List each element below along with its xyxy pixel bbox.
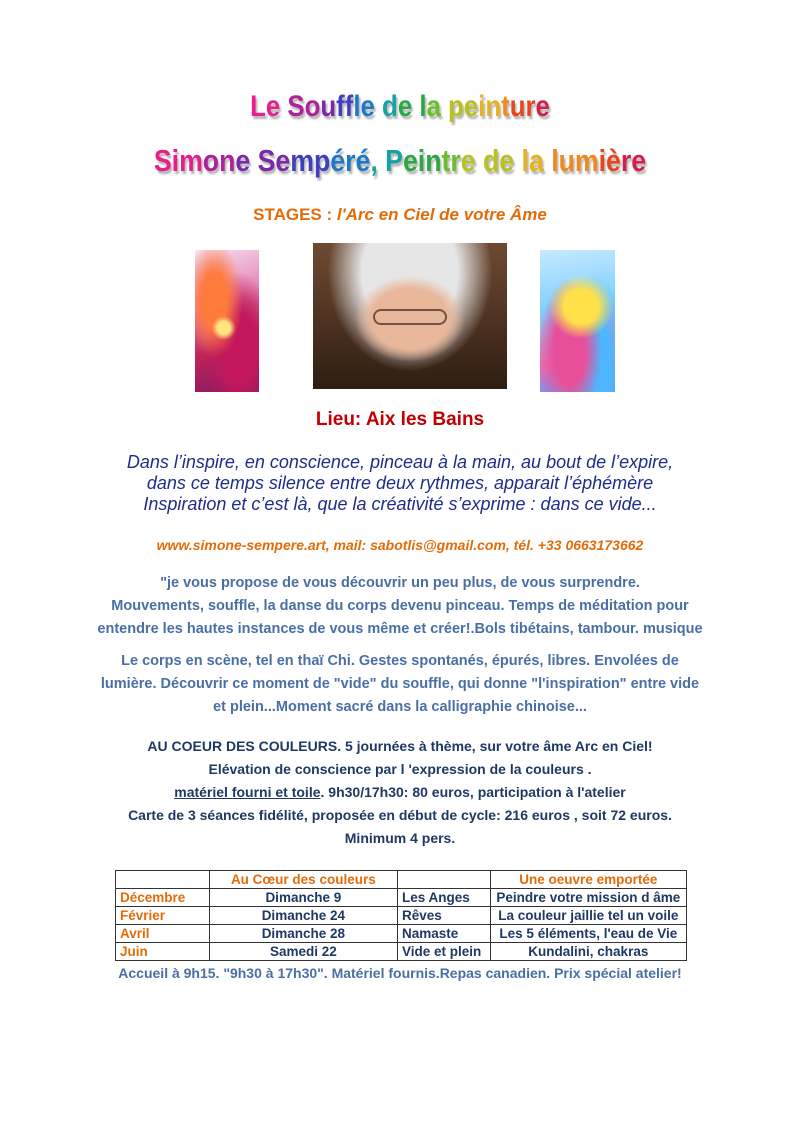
table-header-row	[116, 871, 687, 889]
title-letter	[378, 143, 385, 178]
stages-label: STAGES :	[253, 205, 337, 224]
title-letter: r	[620, 143, 632, 178]
painting-right-image	[540, 250, 615, 392]
contact-line: www.simone-sempere.art, mail: sabotlis@gmail.com, tél. +33 0663173662	[156, 537, 644, 553]
program-line: AU COEUR DES COULEURS. 5 journées à thème, sur votre âme Arc en Ciel!	[147, 738, 653, 754]
table-cell: Les Anges	[398, 889, 491, 907]
title-letter: p	[313, 143, 331, 178]
title-letter: o	[304, 90, 321, 123]
table-cell: Peindre votre mission d âme	[490, 889, 686, 907]
table-cell: Dimanche 9	[209, 889, 397, 907]
poem-line: Dans l’inspire, en conscience, pinceau à la main, au bout de l’expire,	[126, 452, 674, 472]
title-letter: u	[320, 90, 337, 123]
table-row	[116, 907, 687, 925]
table-cell: Dimanche 24	[209, 907, 397, 925]
program-details	[0, 735, 800, 850]
title-letter: e	[463, 90, 479, 123]
title-letter: é	[330, 143, 346, 178]
title-letter: a	[528, 143, 544, 178]
table-cell: Kundalini, chakras	[490, 943, 686, 961]
poem-line: dans ce temps silence entre deux rythmes, apparait l’éphémère	[146, 473, 654, 493]
table-header-cell	[116, 871, 210, 889]
title-letter: f	[336, 90, 345, 123]
title-letter: è	[606, 143, 621, 178]
paragraph-line: entendre les hautes instances de vous même et créer!.Bols tibétains, tambour. musique	[97, 621, 703, 637]
title-letter: e	[275, 143, 291, 178]
title-letter: d	[483, 143, 500, 178]
poem-line: Inspiration et c’est là, que la créativité s’exprime : dans ce vide...	[143, 494, 657, 514]
table-cell: Namaste	[398, 925, 491, 943]
title-letter	[476, 143, 483, 178]
title-letter: S	[287, 90, 305, 123]
artist-title	[56, 143, 744, 179]
title-letter: e	[265, 90, 281, 123]
title-letter: e	[499, 143, 515, 178]
title-letter: e	[402, 143, 418, 178]
title-letter: i	[417, 143, 426, 178]
poem-text	[0, 452, 800, 515]
stages-subtitle	[0, 205, 800, 225]
title-letter: e	[535, 90, 550, 123]
title-letter: f	[344, 90, 354, 123]
table-cell: Février	[116, 907, 210, 925]
title-letter: m	[574, 143, 599, 178]
title-letter: p	[448, 90, 464, 123]
table-header-cell: Au Cœur des couleurs	[209, 871, 397, 889]
table-cell: Les 5 éléments, l'eau de Vie	[490, 925, 686, 943]
artist-portrait-image	[313, 243, 507, 389]
table-cell: Dimanche 28	[209, 925, 397, 943]
table-cell: Avril	[116, 925, 210, 943]
title-letter: l	[551, 143, 559, 178]
title-letter: m	[290, 143, 314, 178]
title-letter: r	[525, 90, 536, 123]
title-letter: r	[450, 143, 461, 178]
title-letter	[412, 90, 419, 123]
title-letter: u	[558, 143, 575, 178]
main-title	[56, 90, 744, 124]
paragraph-line: "je vous propose de vous découvrir un peu plus, de vous surprendre.	[160, 575, 640, 591]
title-letter: a	[426, 90, 441, 123]
title-letter: e	[235, 143, 251, 178]
program-line	[0, 781, 800, 804]
painting-left-image	[195, 250, 259, 392]
table-row	[116, 943, 687, 961]
title-letter: L	[250, 90, 266, 123]
title-letter: t	[441, 143, 451, 178]
intro-paragraph	[0, 572, 800, 641]
title-letter: e	[360, 90, 375, 123]
paragraph-line: lumière. Découvrir ce moment de "vide" du souffle, qui donne "l'inspiration" entre vide	[100, 676, 700, 692]
table-header-cell	[398, 871, 491, 889]
program-line: Carte de 3 séances fidélité, proposée en début de cycle: 216 euros , soit 72 euros.	[128, 807, 672, 823]
body-paragraph	[0, 650, 800, 719]
glasses-shape	[373, 309, 447, 325]
table-cell: Rêves	[398, 907, 491, 925]
schedule-table	[115, 870, 687, 961]
title-letter: n	[485, 90, 502, 123]
footer-note: Accueil à 9h15. "9h30 à 17h30". Matériel fournis.Repas canadien. Prix spécial atelier!	[118, 965, 682, 981]
table-cell: Samedi 22	[209, 943, 397, 961]
title-letter: r	[345, 143, 356, 178]
table-row	[116, 925, 687, 943]
title-letter: e	[631, 143, 647, 178]
title-letter	[544, 143, 551, 178]
title-letter: n	[219, 143, 236, 178]
title-letter: e	[460, 143, 476, 178]
table-cell: Vide et plein	[398, 943, 491, 961]
title-letter: u	[509, 90, 526, 123]
title-letter: l	[521, 143, 529, 178]
title-letter: d	[382, 90, 398, 123]
location-heading: Lieu: Aix les Bains	[315, 409, 485, 430]
table-cell: Juin	[116, 943, 210, 961]
title-letter: S	[153, 143, 172, 178]
table-cell: La couleur jaillie tel un voile	[490, 907, 686, 925]
table-cell: Décembre	[116, 889, 210, 907]
title-letter: i	[478, 90, 486, 123]
title-letter: o	[202, 143, 220, 178]
title-letter: S	[257, 143, 276, 178]
program-line: Minimum 4 pers.	[344, 830, 456, 846]
paragraph-line: et plein...Moment sacré dans la calligraphie chinoise...	[213, 699, 587, 715]
stages-text: l'Arc en Ciel de votre Âme	[336, 205, 547, 224]
title-letter: i	[598, 143, 607, 178]
program-price: . 9h30/17h30: 80 euros, participation à l'atelier	[320, 784, 626, 800]
title-letter: i	[171, 143, 180, 178]
title-letter: l	[353, 90, 361, 123]
table-header-cell: Une oeuvre emportée	[490, 871, 686, 889]
program-line: Elévation de conscience par l 'expression de la couleurs .	[208, 761, 592, 777]
title-letter: m	[179, 143, 203, 178]
title-letter: ,	[370, 143, 378, 178]
title-letter	[441, 90, 448, 123]
title-letter: l	[419, 90, 427, 123]
table-row	[116, 889, 687, 907]
title-letter: t	[501, 90, 510, 123]
title-letter: P	[385, 143, 403, 178]
title-letter: n	[425, 143, 442, 178]
title-letter: é	[355, 143, 371, 178]
title-letter: e	[397, 90, 413, 123]
material-underlined: matériel fourni et toile	[174, 784, 321, 800]
paragraph-line: Le corps en scène, tel en thaï Chi. Gestes spontanés, épurés, libres. Envolées de	[121, 653, 679, 669]
paragraph-line: Mouvements, souffle, la danse du corps devenu pinceau. Temps de méditation pour	[111, 598, 689, 614]
